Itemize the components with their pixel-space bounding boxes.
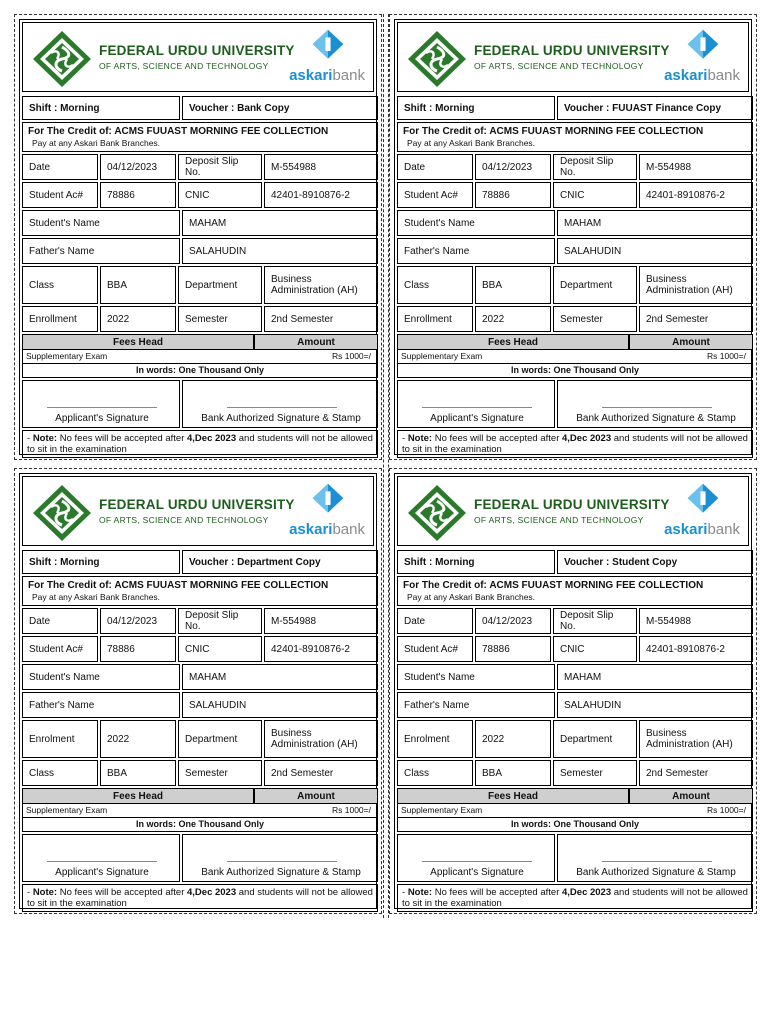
enrollment-label: Enrollment [397, 306, 473, 332]
note: - Note: No fees will be accepted after 4,Dec 2023 and students will not be allowed to sit in the examination [22, 884, 378, 912]
credit-info [397, 122, 753, 152]
university-name: FEDERAL URDU UNIVERSITY [99, 43, 295, 58]
voucher-copy-label: Voucher : Department Copy [182, 550, 378, 574]
class-label: Class [22, 760, 98, 786]
signature-line [422, 407, 532, 408]
note: - Note: No fees will be accepted after 4,Dec 2023 and students will not be allowed to sit in the examination [22, 430, 378, 458]
cnic-label: CNIC [553, 636, 637, 662]
deposit-slip-label: Deposit Slip No. [553, 608, 637, 634]
note: - Note: No fees will be accepted after 4,Dec 2023 and students will not be allowed to sit in the examination [397, 430, 753, 458]
credit-info [22, 576, 378, 606]
enrollment-value: 2022 [475, 306, 551, 332]
bank-signature-label: Bank Authorized Signature & Stamp [201, 413, 361, 424]
shift-label: Shift : Morning [397, 96, 555, 120]
credit-line: For The Credit of: ACMS FUUAST MORNING FEE COLLECTION [28, 126, 329, 137]
department-label: Department [553, 720, 637, 758]
enrollment-label: Enrolment [397, 720, 473, 758]
amount-header: Amount [254, 334, 378, 350]
deposit-slip-label: Deposit Slip No. [553, 154, 637, 180]
applicant-signature-box [397, 380, 555, 428]
signature-line [422, 861, 532, 862]
voucher-header [22, 22, 374, 92]
fee-voucher [14, 14, 382, 460]
askari-bank-diamond-icon [311, 29, 345, 64]
amount-in-words: In words: One Thousand Only [22, 364, 378, 378]
applicant-signature-box [22, 834, 180, 882]
fee-voucher [389, 14, 757, 460]
bank-signature-box [557, 380, 753, 428]
bank-signature-label: Bank Authorized Signature & Stamp [576, 413, 736, 424]
deposit-slip-value: M-554988 [639, 154, 753, 180]
semester-label: Semester [553, 760, 637, 786]
fuuast-emblem-icon [406, 29, 468, 89]
student-ac-label: Student Ac# [397, 182, 473, 208]
bank-signature-label: Bank Authorized Signature & Stamp [201, 867, 361, 878]
cnic-value: 42401-8910876-2 [264, 182, 378, 208]
class-value: BBA [100, 266, 176, 304]
date-label: Date [22, 608, 98, 634]
student-ac-value: 78886 [475, 636, 551, 662]
voucher-frame [19, 473, 377, 909]
fees-head-header: Fees Head [397, 334, 629, 350]
fee-voucher [14, 468, 382, 914]
bank-signature-label: Bank Authorized Signature & Stamp [576, 867, 736, 878]
deposit-slip-value: M-554988 [264, 608, 378, 634]
voucher-frame [394, 19, 752, 455]
voucher-copy-label: Voucher : Student Copy [557, 550, 753, 574]
father-name-value: SALAHUDIN [182, 692, 378, 718]
askari-bank-diamond-icon [686, 29, 720, 64]
university-subtitle: OF ARTS, SCIENCE AND TECHNOLOGY [474, 61, 644, 71]
semester-label: Semester [553, 306, 637, 332]
department-label: Department [178, 720, 262, 758]
cnic-label: CNIC [178, 182, 262, 208]
bank-name: askaribank [664, 521, 740, 538]
class-value: BBA [475, 760, 551, 786]
voucher-copy-label: Voucher : FUUAST Finance Copy [557, 96, 753, 120]
applicant-signature-label: Applicant's Signature [430, 867, 524, 878]
askari-bank-diamond-icon [311, 483, 345, 518]
class-value: BBA [475, 266, 551, 304]
university-subtitle: OF ARTS, SCIENCE AND TECHNOLOGY [99, 61, 269, 71]
student-name-value: MAHAM [557, 664, 753, 690]
credit-line: For The Credit of: ACMS FUUAST MORNING FEE COLLECTION [403, 126, 704, 137]
fees-head-header: Fees Head [22, 788, 254, 804]
fees-head-header: Fees Head [397, 788, 629, 804]
cnic-value: 42401-8910876-2 [639, 182, 753, 208]
student-ac-label: Student Ac# [397, 636, 473, 662]
cnic-value: 42401-8910876-2 [264, 636, 378, 662]
semester-label: Semester [178, 306, 262, 332]
pay-note: Pay at any Askari Bank Branches. [32, 592, 161, 602]
bank-signature-box [182, 834, 378, 882]
fuuast-emblem-icon [31, 29, 93, 89]
note: - Note: No fees will be accepted after 4,Dec 2023 and students will not be allowed to sit in the examination [397, 884, 753, 912]
father-name-value: SALAHUDIN [182, 238, 378, 264]
father-name-label: Father's Name [397, 238, 555, 264]
applicant-signature-label: Applicant's Signature [55, 413, 149, 424]
university-name: FEDERAL URDU UNIVERSITY [474, 497, 670, 512]
amount-in-words: In words: One Thousand Only [397, 364, 753, 378]
amount-header: Amount [254, 788, 378, 804]
voucher-frame [394, 473, 752, 909]
bank-name: askaribank [289, 521, 365, 538]
date-label: Date [397, 608, 473, 634]
bank-signature-box [182, 380, 378, 428]
credit-line: For The Credit of: ACMS FUUAST MORNING FEE COLLECTION [28, 580, 329, 591]
fee-row [397, 804, 753, 818]
fee-item: Supplementary Exam [401, 351, 483, 361]
shift-label: Shift : Morning [397, 550, 555, 574]
date-label: Date [397, 154, 473, 180]
enrollment-label: Enrolment [22, 720, 98, 758]
bank-name: askaribank [289, 67, 365, 84]
fee-amount: Rs 1000=/ [332, 351, 371, 361]
student-name-label: Student's Name [397, 210, 555, 236]
fee-item: Supplementary Exam [26, 805, 108, 815]
fees-head-header: Fees Head [22, 334, 254, 350]
date-value: 04/12/2023 [475, 154, 551, 180]
fee-amount: Rs 1000=/ [707, 805, 746, 815]
semester-value: 2nd Semester [264, 760, 378, 786]
class-label: Class [397, 266, 473, 304]
amount-header: Amount [629, 788, 753, 804]
bank-name: askaribank [664, 67, 740, 84]
signature-line [47, 861, 157, 862]
department-value: Business Administration (AH) [639, 720, 753, 758]
father-name-label: Father's Name [22, 238, 180, 264]
date-value: 04/12/2023 [100, 608, 176, 634]
signature-line [227, 861, 337, 862]
class-value: BBA [100, 760, 176, 786]
fee-amount: Rs 1000=/ [332, 805, 371, 815]
pay-note: Pay at any Askari Bank Branches. [32, 138, 161, 148]
enrollment-value: 2022 [100, 720, 176, 758]
applicant-signature-box [22, 380, 180, 428]
fuuast-emblem-icon [31, 483, 93, 543]
father-name-label: Father's Name [22, 692, 180, 718]
applicant-signature-box [397, 834, 555, 882]
student-name-value: MAHAM [557, 210, 753, 236]
student-ac-value: 78886 [475, 182, 551, 208]
fee-row [397, 350, 753, 364]
voucher-frame [19, 19, 377, 455]
fuuast-emblem-icon [406, 483, 468, 543]
voucher-header [22, 476, 374, 546]
university-name: FEDERAL URDU UNIVERSITY [474, 43, 670, 58]
student-name-label: Student's Name [22, 210, 180, 236]
department-value: Business Administration (AH) [264, 266, 378, 304]
applicant-signature-label: Applicant's Signature [430, 413, 524, 424]
shift-label: Shift : Morning [22, 96, 180, 120]
class-label: Class [22, 266, 98, 304]
student-ac-value: 78886 [100, 636, 176, 662]
student-name-label: Student's Name [397, 664, 555, 690]
student-name-value: MAHAM [182, 664, 378, 690]
amount-in-words: In words: One Thousand Only [22, 818, 378, 832]
university-subtitle: OF ARTS, SCIENCE AND TECHNOLOGY [99, 515, 269, 525]
fee-item: Supplementary Exam [401, 805, 483, 815]
deposit-slip-value: M-554988 [639, 608, 753, 634]
fee-row [22, 350, 378, 364]
student-ac-label: Student Ac# [22, 182, 98, 208]
pay-note: Pay at any Askari Bank Branches. [407, 138, 536, 148]
signature-line [602, 861, 712, 862]
semester-value: 2nd Semester [639, 306, 753, 332]
voucher-header [397, 22, 749, 92]
father-name-value: SALAHUDIN [557, 238, 753, 264]
deposit-slip-label: Deposit Slip No. [178, 154, 262, 180]
pay-note: Pay at any Askari Bank Branches. [407, 592, 536, 602]
fee-item: Supplementary Exam [26, 351, 108, 361]
fee-voucher [389, 468, 757, 914]
father-name-value: SALAHUDIN [557, 692, 753, 718]
student-name-label: Student's Name [22, 664, 180, 690]
cnic-value: 42401-8910876-2 [639, 636, 753, 662]
signature-line [227, 407, 337, 408]
student-name-value: MAHAM [182, 210, 378, 236]
shift-label: Shift : Morning [22, 550, 180, 574]
deposit-slip-label: Deposit Slip No. [178, 608, 262, 634]
fee-amount: Rs 1000=/ [707, 351, 746, 361]
credit-line: For The Credit of: ACMS FUUAST MORNING FEE COLLECTION [403, 580, 704, 591]
student-ac-value: 78886 [100, 182, 176, 208]
semester-value: 2nd Semester [639, 760, 753, 786]
department-label: Department [178, 266, 262, 304]
voucher-copy-label: Voucher : Bank Copy [182, 96, 378, 120]
father-name-label: Father's Name [397, 692, 555, 718]
university-subtitle: OF ARTS, SCIENCE AND TECHNOLOGY [474, 515, 644, 525]
enrollment-value: 2022 [475, 720, 551, 758]
department-value: Business Administration (AH) [264, 720, 378, 758]
cnic-label: CNIC [553, 182, 637, 208]
date-value: 04/12/2023 [475, 608, 551, 634]
credit-info [22, 122, 378, 152]
amount-header: Amount [629, 334, 753, 350]
voucher-header [397, 476, 749, 546]
semester-label: Semester [178, 760, 262, 786]
enrollment-value: 2022 [100, 306, 176, 332]
class-label: Class [397, 760, 473, 786]
askari-bank-diamond-icon [686, 483, 720, 518]
enrollment-label: Enrollment [22, 306, 98, 332]
credit-info [397, 576, 753, 606]
department-value: Business Administration (AH) [639, 266, 753, 304]
fee-row [22, 804, 378, 818]
student-ac-label: Student Ac# [22, 636, 98, 662]
bank-signature-box [557, 834, 753, 882]
university-name: FEDERAL URDU UNIVERSITY [99, 497, 295, 512]
amount-in-words: In words: One Thousand Only [397, 818, 753, 832]
signature-line [47, 407, 157, 408]
signature-line [602, 407, 712, 408]
date-label: Date [22, 154, 98, 180]
department-label: Department [553, 266, 637, 304]
cnic-label: CNIC [178, 636, 262, 662]
deposit-slip-value: M-554988 [264, 154, 378, 180]
applicant-signature-label: Applicant's Signature [55, 867, 149, 878]
date-value: 04/12/2023 [100, 154, 176, 180]
semester-value: 2nd Semester [264, 306, 378, 332]
